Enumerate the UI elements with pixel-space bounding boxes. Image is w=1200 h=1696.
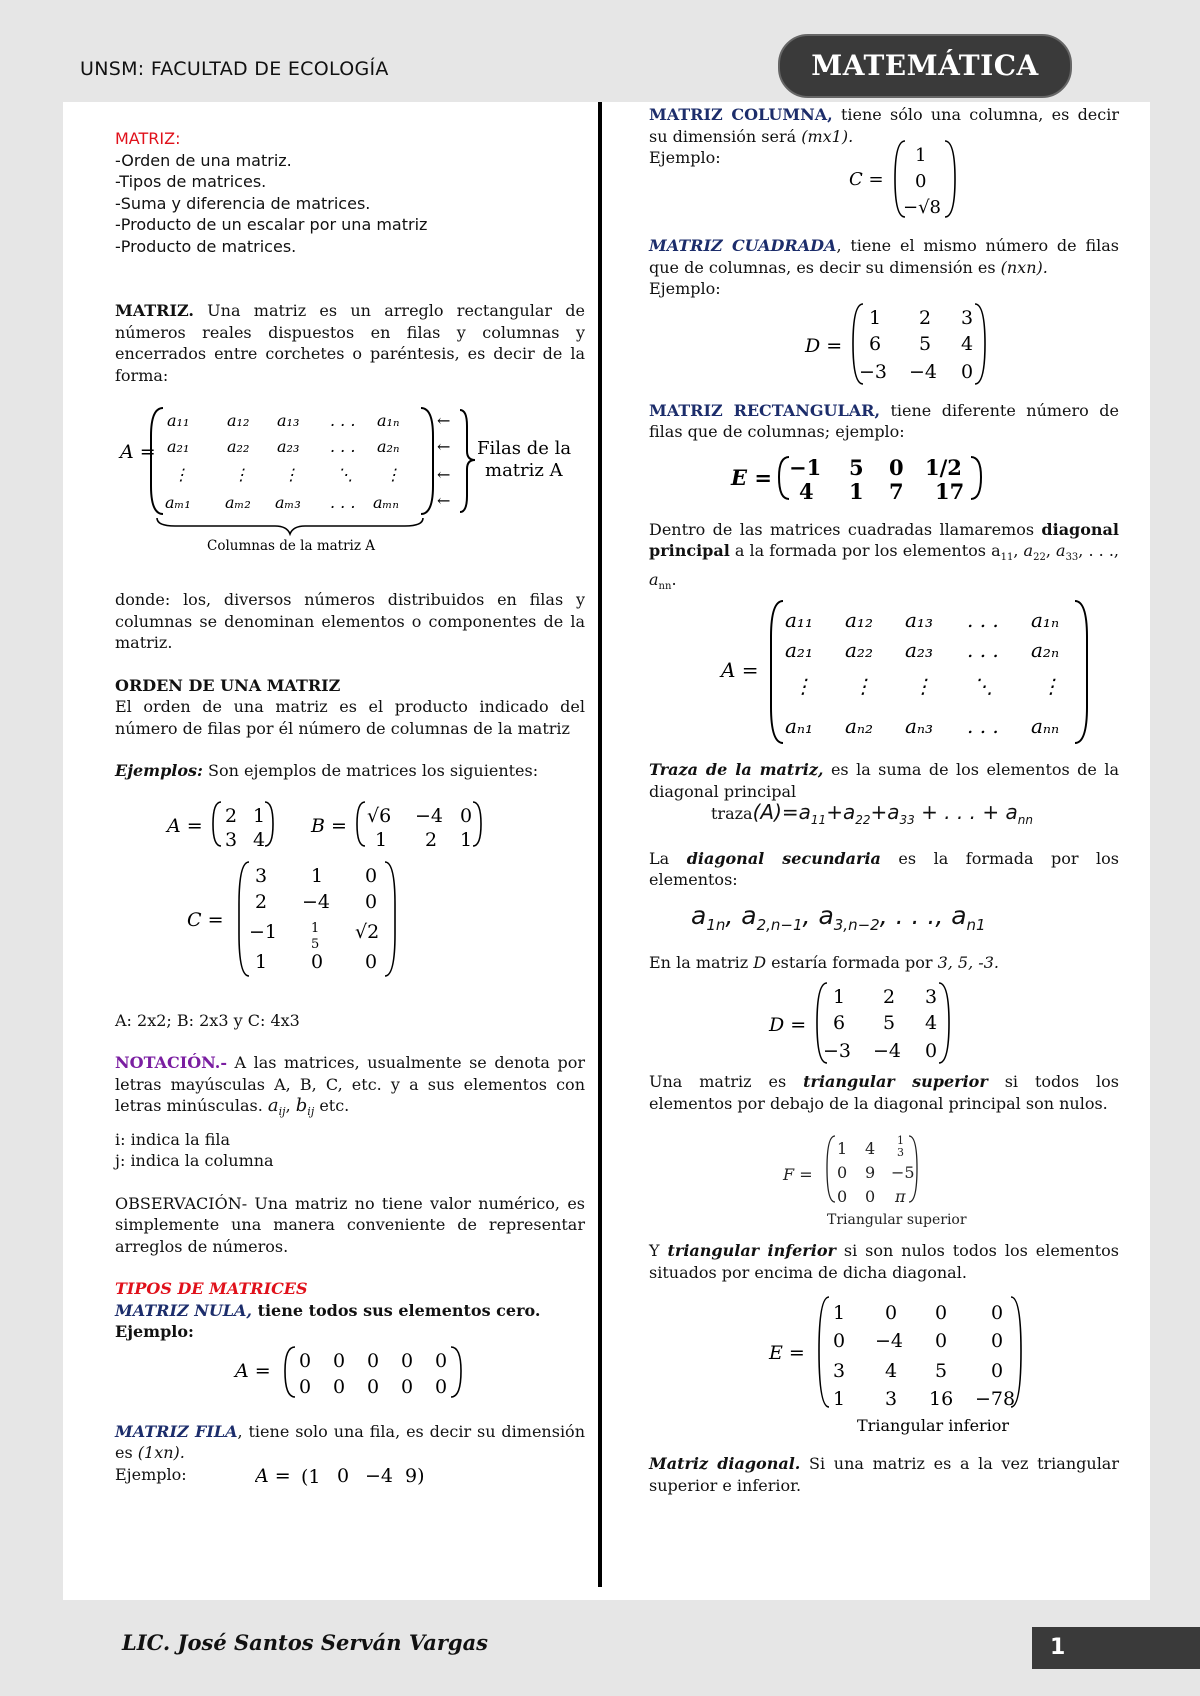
enD-var: D [753,952,767,972]
diagonal-secundaria-term: diagonal secundaria [686,848,881,868]
secondary-diagonal-matrix-figure [649,979,1119,1067]
column-matrix-svg [849,137,989,223]
svg-text:a₁ₙ: a₁ₙ [1031,608,1060,633]
j-line: j: indica la columna [115,1151,274,1171]
enD-paragraph [649,952,1119,974]
svg-text:⋮: ⋮ [283,465,299,484]
notacion-etc: etc. [314,1096,350,1115]
general-matrix-row-label-1: Filas de la [477,438,572,459]
svg-text:5: 5 [311,936,320,952]
orders-line: A: 2x2; B: 2x3 y C: 4x3 [115,1010,300,1030]
svg-text:⋮: ⋮ [173,465,189,484]
svg-text:1: 1 [869,306,882,329]
fila-text: , tiene solo una fila, es decir su dimensión es [115,1421,585,1463]
header-subject-badge: MATEMÁTICA [778,34,1072,98]
svg-text:A =: A = [235,1359,271,1382]
svg-text:−3: −3 [859,360,888,383]
svg-text:. . .: . . . [330,437,356,456]
svg-text:0: 0 [837,1187,848,1207]
outline-item: -Producto de matrices. [115,236,297,256]
svg-text:E =: E = [769,1342,805,1365]
svg-text:0: 0 [299,1375,312,1398]
svg-text:0: 0 [961,360,974,383]
svg-text:0: 0 [367,1349,380,1372]
svg-text:. . .: . . . [330,411,356,430]
svg-text:√6: √6 [367,804,392,827]
nula-text: tiene todos sus elementos cero. [252,1300,541,1320]
svg-text:a₂₂: a₂₂ [227,437,250,456]
svg-text:3: 3 [833,1360,846,1383]
svg-text:1: 1 [255,950,268,973]
svg-text:aₘ₃: aₘ₃ [275,493,301,512]
enD-text: En la matriz [649,952,754,972]
nula-title: MATRIZ NULA, [115,1300,252,1320]
svg-text:⋮: ⋮ [913,674,933,699]
svg-text:a₁₃: a₁₃ [905,608,933,633]
examples-matrices-figure [115,794,585,994]
matrix-definition [115,300,585,386]
svg-text:⋮: ⋮ [793,674,813,699]
svg-text:0: 0 [435,1375,448,1398]
matriz-diagonal-title: Matriz diagonal. [649,1454,801,1474]
svg-text:(1: (1 [301,1465,321,1488]
svg-text:−4: −4 [909,360,938,383]
columna-example-row [649,147,1119,223]
svg-text:−3: −3 [823,1040,852,1063]
svg-text:⋮: ⋮ [233,465,249,484]
svg-text:⋱: ⋱ [973,674,993,699]
svg-text:aₙ₃: aₙ₃ [905,714,934,739]
i-line: i: indica la fila [115,1129,231,1149]
page-number: 1 [1032,1627,1200,1669]
svg-text:0: 0 [885,1302,898,1325]
svg-text:aₙₙ: aₙₙ [1031,714,1060,739]
svg-text:. . .: . . . [967,638,999,663]
rectangular-text: tiene diferente número de filas que de columnas; ejemplo: [649,400,1119,441]
fila-example-label: Ejemplo: [115,1464,187,1484]
traza-formula-label: traza [711,804,753,824]
svg-text:0: 0 [935,1330,948,1353]
lower-triangular-figure [649,1291,1119,1441]
svg-text:0: 0 [925,1040,938,1063]
columna-example-label: Ejemplo: [649,148,721,167]
notacion-text: A las matrices, usualmente se denota por letras mayúsculas A, B, C, etc. y a sus elementos con letras minúsculas. [115,1053,585,1115]
svg-text:A =: A = [721,658,759,683]
svg-text:9): 9) [405,1464,425,1487]
tsup-text-1: Una matriz es [649,1072,804,1092]
svg-text:E =: E = [731,464,772,490]
svg-text:1/2: 1/2 [925,454,962,480]
svg-text:B =: B = [311,814,347,837]
triangular-superior-paragraph [649,1071,1119,1114]
traza-paragraph [649,759,1119,802]
left-column [115,128,585,1494]
svg-text:0: 0 [833,1330,846,1353]
fila-example-row [115,1464,585,1494]
square-general-matrix-figure [649,597,1119,747]
triangular-inferior-term: triangular inferior [667,1241,836,1261]
matrix-definition-text: Una matriz es un arreglo rectangular de números reales dispuestos en filas y columnas y encerrados entre corchetes o paréntesis, es decir de la forma: [115,301,585,385]
svg-text:−4: −4 [365,1464,394,1487]
svg-text:3: 3 [897,1146,904,1160]
ejemplos-paragraph [115,760,585,782]
svg-text:F =: F = [783,1165,813,1185]
svg-text:0: 0 [365,950,378,973]
matriz-diagonal-text: Si una matriz es a la vez triangular superior e inferior. [649,1454,1119,1495]
outline-item: -Tipos de matrices. [115,172,267,191]
svg-text:0: 0 [401,1375,414,1398]
svg-text:5: 5 [883,1012,896,1035]
svg-text:7: 7 [889,478,904,504]
columna-dim: (mx1). [801,126,854,146]
columna-title: MATRIZ COLUMNA, [649,105,833,124]
svg-text:0: 0 [837,1163,848,1183]
columna-text: tiene sólo una columna, es decir su dimensión será [649,105,1119,146]
svg-text:←: ← [437,437,451,456]
upper-triangular-caption: Triangular superior [827,1212,967,1229]
svg-text:0: 0 [889,454,904,480]
svg-text:0: 0 [460,804,473,827]
svg-text:A =: A = [167,814,203,837]
svg-text:0: 0 [311,950,324,973]
svg-text:16: 16 [929,1388,954,1411]
svg-text:a₂ₙ: a₂ₙ [1031,638,1060,663]
general-matrix-row-label-2: matriz A [485,460,563,481]
svg-text:C =: C = [187,908,224,931]
null-matrix-figure [115,1343,585,1403]
svg-text:aₙ₁: aₙ₁ [785,714,814,739]
svg-text:3: 3 [961,306,974,329]
svg-text:−4: −4 [873,1040,902,1063]
svg-text:a₁₂: a₁₂ [227,411,250,430]
lower-triangular-caption: Triangular inferior [857,1416,1010,1436]
orden-text: El orden de una matriz es el producto indicado del número de filas por él número de columnas de la matriz [115,697,585,738]
svg-text:0: 0 [365,890,378,913]
svg-text:D =: D = [805,334,843,357]
matrix-definition-title: MATRIZ. [115,301,194,320]
nula-paragraph [115,1300,585,1322]
diagonal-principal-term: diagonal principal [649,519,1119,560]
secundaria-text-2: es la formada por los elementos: [649,848,1120,890]
examples-matrices-svg [115,794,585,994]
svg-text:5: 5 [849,454,864,480]
rectangular-matrix-figure [649,443,1119,507]
traza-formula: $traza(A)=a_{11}+a_{22}+a_{33}$ + . . . + $a_{nn}$ [711,800,1033,828]
tipos-title: TIPOS DE MATRICES [115,1279,308,1299]
cuadrada-text: , tiene el mismo número de filas que de columnas, es decir su dimensión es [649,236,1120,277]
general-matrix-col-label: Columnas de la matriz A [207,538,376,554]
svg-text:1: 1 [833,1302,846,1325]
svg-text:0: 0 [991,1360,1004,1383]
svg-text:3: 3 [225,828,238,851]
header-institution: UNSM: FACULTAD DE ECOLOGÍA [80,58,389,80]
triangular-superior-term: triangular superior [803,1072,988,1092]
svg-text:17: 17 [935,478,965,504]
upper-triangular-svg [649,1124,1119,1236]
svg-text:0: 0 [915,171,927,192]
donde-paragraph: donde: los, diversos números distribuidos en filas y columnas se denominan elementos o componentes de la matriz. [115,590,585,652]
svg-text:0: 0 [935,1302,948,1325]
svg-text:−1: −1 [789,454,822,480]
outline-item: -Producto de un escalar por una matriz [115,215,428,234]
svg-text:2: 2 [425,828,438,851]
svg-text:⋱: ⋱ [337,465,353,484]
svg-text:5: 5 [935,1360,948,1383]
svg-text:1: 1 [837,1139,848,1159]
svg-text:5: 5 [919,332,932,355]
svg-text:←: ← [437,465,451,484]
matriz-diagonal-paragraph [649,1453,1119,1496]
svg-text:0: 0 [365,864,378,887]
svg-text:←: ← [437,491,451,510]
triangular-inferior-paragraph [649,1240,1119,1283]
svg-text:3: 3 [255,864,268,887]
svg-text:0: 0 [991,1302,1004,1325]
svg-text:a₂₃: a₂₃ [905,638,933,663]
diagonal-text-1: Dentro de las matrices cuadradas llamaremos [649,519,1042,539]
svg-text:−1: −1 [249,920,278,943]
svg-text:1: 1 [915,145,927,166]
svg-text:0: 0 [991,1330,1004,1353]
svg-text:a₂ₙ: a₂ₙ [377,437,400,456]
svg-text:6: 6 [869,332,882,355]
upper-triangular-figure [649,1124,1119,1236]
column-divider [598,102,602,1587]
outline-item: -Orden de una matriz. [115,150,292,170]
svg-text:2: 2 [255,890,268,913]
cuadrada-example-label: Ejemplo: [649,279,721,298]
enD-text-2: estaría formada por [766,952,938,972]
svg-text:aₘ₂: aₘ₂ [225,493,251,512]
svg-text:1: 1 [833,1388,846,1411]
svg-text:−4: −4 [415,804,444,827]
svg-text:−78: −78 [975,1388,1016,1411]
row-matrix-svg [255,1458,455,1492]
svg-text:a₂₁: a₂₁ [167,437,190,456]
svg-text:. . .: . . . [967,714,999,739]
svg-text:2: 2 [883,986,896,1009]
svg-text:4: 4 [799,478,814,504]
svg-text:a₁₃: a₁₃ [277,411,300,430]
square-matrix-svg [649,300,1119,388]
tinf-text-2: si son nulos todos los elementos situados por encima de dicha diagonal. [649,1241,1119,1282]
svg-text:0: 0 [299,1349,312,1372]
orden-title: ORDEN DE UNA MATRIZ [115,675,341,695]
svg-text:4: 4 [961,332,974,355]
cuadrada-dim: (nxn). [1000,257,1048,277]
square-matrix-figure [649,300,1119,388]
fila-title: MATRIZ FILA [115,1421,238,1441]
diagonal-text-2: a la formada por los elementos a [729,541,1001,560]
svg-text:A =: A = [255,1464,291,1487]
svg-text:3: 3 [925,986,938,1009]
rectangular-paragraph [649,400,1119,443]
secondary-diagonal-matrix-svg [649,979,1119,1067]
svg-text:−√8: −√8 [903,197,942,218]
outline [115,128,585,257]
outline-title: MATRIZ: [115,129,181,148]
secundaria-text-1: La [649,848,687,868]
svg-text:−4: −4 [302,890,331,913]
svg-text:4: 4 [885,1360,898,1383]
svg-text:4: 4 [925,1012,938,1035]
fila-dim: (1xn). [137,1443,185,1463]
svg-text:0: 0 [337,1464,350,1487]
svg-text:−5: −5 [891,1163,915,1183]
svg-text:aₙ₂: aₙ₂ [845,714,874,739]
svg-text:2: 2 [919,306,932,329]
svg-text:aₘ₁: aₘ₁ [165,493,191,512]
svg-text:←: ← [437,411,451,430]
svg-text:⋮: ⋮ [853,674,873,699]
svg-text:a₁₁: a₁₁ [167,411,190,430]
right-column [649,104,1119,1496]
svg-text:1: 1 [253,804,266,827]
footer-author: LIC. José Santos Serván Vargas [122,1630,489,1655]
svg-text:0: 0 [401,1349,414,1372]
svg-text:0: 0 [333,1375,346,1398]
diagonal-secundaria-paragraph [649,848,1119,891]
nula-example-label: Ejemplo: [115,1322,194,1342]
svg-text:⋮: ⋮ [385,465,401,484]
tsup-text-2: si todos los elementos por debajo de la diagonal principal son nulos. [649,1072,1119,1113]
cuadrada-title: MATRIZ CUADRADA [649,236,837,255]
svg-text:⋮: ⋮ [1041,674,1061,699]
svg-text:1: 1 [311,864,324,887]
svg-text:2: 2 [225,804,238,827]
svg-text:√2: √2 [355,920,380,943]
svg-text:a₁₂: a₁₂ [845,608,873,633]
svg-text:−4: −4 [875,1330,904,1353]
diagonal-principal-paragraph: Dentro de las matrices cuadradas llamaremos diagonal principal a la formada por los elementos $a_{11}$, $a_{22}$, $a_{33}$, . . ., $a_{nn}$. [649,519,1120,592]
rectangular-title: MATRIZ RECTANGULAR, [649,400,881,420]
svg-text:a₂₁: a₂₁ [785,638,813,663]
svg-text:aₘₙ: aₘₙ [373,493,399,512]
svg-text:1: 1 [460,828,473,851]
svg-text:A =: A = [120,441,156,463]
svg-text:4: 4 [253,828,266,851]
svg-text:3: 3 [885,1388,898,1411]
svg-text:9: 9 [865,1163,876,1183]
svg-text:π: π [895,1187,906,1207]
svg-text:C =: C = [849,169,884,190]
traza-text: es la suma de los elementos de la diagonal principal [649,760,1120,801]
svg-text:1: 1 [311,920,320,936]
svg-text:1: 1 [897,1134,904,1148]
svg-text:0: 0 [865,1187,876,1207]
ejemplos-text: Son ejemplos de matrices los siguientes: [202,761,539,780]
svg-text:1: 1 [849,478,864,504]
enD-values: 3, 5, -3. [937,952,999,972]
rectangular-matrix-svg [649,443,1119,507]
ejemplos-title: Ejemplos: [115,761,203,780]
traza-title: Traza de la matriz, [649,760,824,780]
null-matrix-svg [115,1343,585,1403]
svg-text:0: 0 [333,1349,346,1372]
svg-text:D =: D = [769,1014,807,1037]
secundaria-elements: $a_{1n}$, $a_{2,n-1}$, $a_{3,n-2}$, . . ., $a_{n1}$ [691,900,986,934]
svg-text:a₁ₙ: a₁ₙ [377,411,400,430]
tinf-text-1: Y [649,1241,668,1261]
cuadrada-paragraph [649,235,1119,278]
svg-text:4: 4 [865,1139,876,1159]
lower-triangular-svg [649,1291,1119,1441]
svg-text:a₂₃: a₂₃ [277,437,300,456]
general-matrix-svg [115,396,585,561]
svg-text:1: 1 [833,986,846,1009]
svg-text:1: 1 [375,828,388,851]
svg-text:. . .: . . . [330,493,356,512]
notacion-paragraph: NOTACIÓN.- A las matrices, usualmente se denota por letras mayúsculas A, B, C, etc. y a sus elementos con letras minúsculas. $a_{ij}$, $b_{ij}$ etc. [115,1053,585,1119]
observacion-paragraph: OBSERVACIÓN- Una matriz no tiene valor numérico, es simplemente una manera conveniente de representar arreglos de números. [115,1193,585,1256]
notacion-title: NOTACIÓN.- [115,1053,227,1072]
general-matrix-figure [115,396,585,561]
svg-text:0: 0 [367,1375,380,1398]
square-general-matrix-svg [649,597,1119,747]
outline-item: -Suma y diferencia de matrices. [115,193,371,213]
svg-text:a₁₁: a₁₁ [785,608,813,633]
svg-text:6: 6 [833,1012,846,1035]
svg-text:0: 0 [435,1349,448,1372]
svg-text:. . .: . . . [967,608,999,633]
svg-text:a₂₂: a₂₂ [845,638,873,663]
notacion-element-a: a [267,1095,279,1116]
